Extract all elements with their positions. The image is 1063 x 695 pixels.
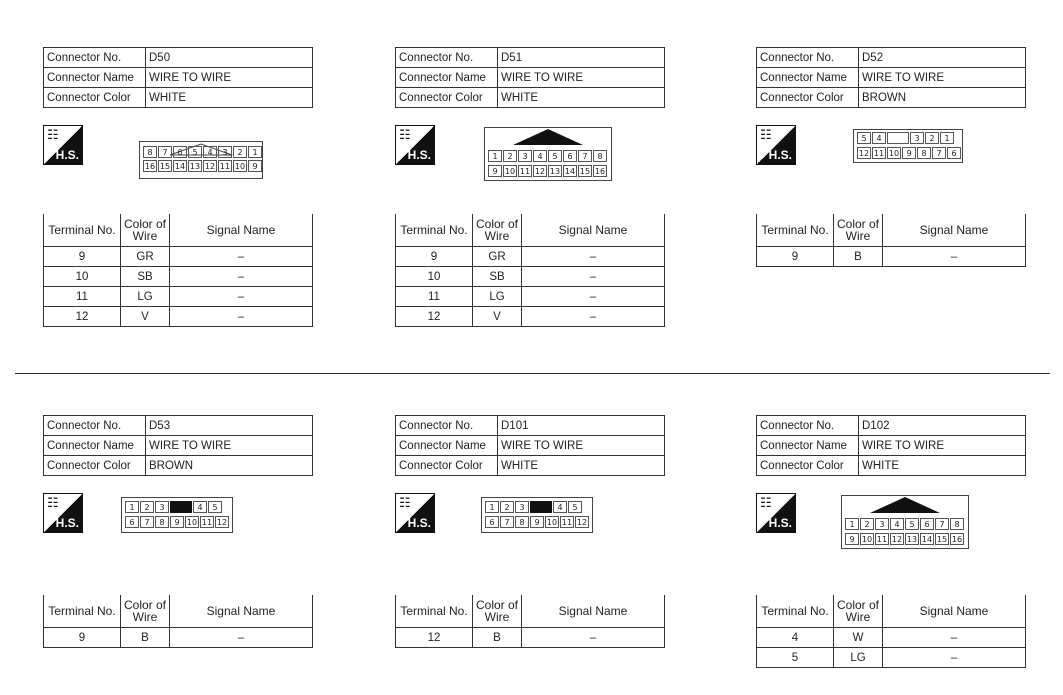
terminal-no-header: Terminal No. (44, 595, 121, 628)
wire-color-cell: LG (834, 648, 883, 668)
connector-no-value: D52 (859, 48, 1026, 68)
pin-row (857, 147, 962, 159)
terminal-table (756, 595, 1026, 668)
pin: 8 (143, 146, 157, 158)
terminal-table-header (396, 214, 665, 247)
pin: 11 (873, 149, 885, 158)
pin: 8 (515, 516, 529, 528)
terminal-no-header: Terminal No. (44, 214, 121, 247)
pin: 12 (534, 167, 546, 176)
pin: 6 (947, 147, 961, 159)
pin: 10 (546, 518, 558, 527)
connector-name-label: Connector Name (757, 68, 859, 88)
connector-no-label: Connector No. (396, 416, 498, 436)
connector-name-row (757, 68, 1026, 88)
pin: 8 (155, 516, 169, 528)
signal-name-cell: – (522, 287, 665, 307)
pin: 5 (857, 132, 871, 144)
terminal-no-cell: 9 (44, 247, 121, 267)
table-row (757, 648, 1026, 668)
connector-no-label: Connector No. (44, 48, 146, 68)
connector-name-label: Connector Name (757, 436, 859, 456)
terminal-no-cell: 10 (44, 267, 121, 287)
signal-name-cell: – (522, 267, 665, 287)
hs-label: H.S. (407, 148, 431, 162)
terminal-table-header (757, 214, 1026, 247)
connector-name-value: WIRE TO WIRE (146, 436, 313, 456)
connector-name-label: Connector Name (44, 68, 146, 88)
pin: 15 (936, 535, 948, 544)
connector-hood (870, 495, 940, 513)
wire-color-header: Color of Wire (121, 214, 170, 247)
terminal-table (43, 595, 313, 648)
pin: 10 (888, 149, 900, 158)
signal-name-cell: – (883, 628, 1026, 648)
connector-info-table (756, 47, 1026, 108)
pin-row (488, 150, 608, 162)
hs-label: H.S. (768, 148, 792, 162)
pin: 6 (125, 516, 139, 528)
pin: 10 (504, 167, 516, 176)
terminal-table (395, 214, 665, 327)
pin-row (845, 533, 965, 545)
connector-face-diagram (841, 495, 969, 549)
connector-name-label: Connector Name (396, 68, 498, 88)
connector-no-label: Connector No. (396, 48, 498, 68)
terminal-no-cell: 12 (396, 307, 473, 327)
pin: 5 (188, 146, 202, 158)
connector-info-table (395, 415, 665, 476)
wire-color-cell: V (473, 307, 522, 327)
wire-color-header: Color of Wire (121, 595, 170, 628)
pin: 4 (193, 501, 207, 513)
terminal-table-header (757, 595, 1026, 628)
table-row (757, 628, 1026, 648)
connector-hood (513, 127, 583, 145)
terminal-table (43, 214, 313, 327)
hs-label: H.S. (407, 516, 431, 530)
terminal-no-cell: 12 (44, 307, 121, 327)
pin: 13 (189, 162, 201, 171)
pin: 9 (248, 160, 262, 172)
signal-name-header: Signal Name (170, 214, 313, 247)
connector-color-value: WHITE (146, 88, 313, 108)
signal-name-cell: – (883, 247, 1026, 267)
pin: 2 (860, 518, 874, 530)
pin: 9 (530, 516, 544, 528)
pin: 2 (233, 146, 247, 158)
terminal-no-cell: 11 (396, 287, 473, 307)
pin: 11 (876, 535, 888, 544)
terminal-no-header: Terminal No. (396, 595, 473, 628)
pin: 13 (906, 535, 918, 544)
signal-name-cell: – (522, 307, 665, 327)
terminal-no-cell: 5 (757, 648, 834, 668)
connector-color-value: WHITE (498, 88, 665, 108)
connector-info-table (756, 415, 1026, 476)
pin: 16 (951, 535, 963, 544)
pin: 9 (902, 147, 916, 159)
pin: 11 (519, 167, 531, 176)
connector-face-diagram (121, 497, 233, 533)
pin: 5 (905, 518, 919, 530)
connector-name-label: Connector Name (396, 436, 498, 456)
pin: 3 (518, 150, 532, 162)
harness-side-icon (43, 493, 83, 533)
connector-info-table (395, 47, 665, 108)
table-row (44, 628, 313, 648)
connector-no-label: Connector No. (757, 48, 859, 68)
connector-face-diagram (484, 127, 612, 181)
connector-no-row (757, 416, 1026, 436)
wire-color-cell: W (834, 628, 883, 648)
pin: 6 (563, 150, 577, 162)
signal-name-cell: – (170, 307, 313, 327)
wire-color-header: Color of Wire (834, 595, 883, 628)
terminal-table-header (396, 595, 665, 628)
pin: 11 (561, 518, 573, 527)
pin: 1 (845, 518, 859, 530)
pin: 3 (910, 132, 924, 144)
pin: 16 (144, 162, 156, 171)
wire-color-cell: V (121, 307, 170, 327)
connector-color-row (757, 88, 1026, 108)
signal-name-cell: – (883, 648, 1026, 668)
signal-name-header: Signal Name (170, 595, 313, 628)
hs-label: H.S. (55, 148, 79, 162)
connector-glyph-icon: ☷ (47, 495, 59, 510)
connector-name-label: Connector Name (44, 436, 146, 456)
pin: 12 (576, 518, 588, 527)
terminal-no-cell: 11 (44, 287, 121, 307)
terminal-no-cell: 9 (757, 247, 834, 267)
connector-color-value: WHITE (498, 456, 665, 476)
pin-row (143, 146, 263, 158)
pin: 12 (858, 149, 870, 158)
pin: 2 (925, 132, 939, 144)
table-row (396, 307, 665, 327)
connector-glyph-icon: ☷ (47, 127, 59, 142)
connector-name-row (757, 436, 1026, 456)
connector-color-value: WHITE (859, 456, 1026, 476)
pin: 7 (578, 150, 592, 162)
table-row (757, 247, 1026, 267)
connector-name-value: WIRE TO WIRE (146, 68, 313, 88)
terminal-no-cell: 9 (44, 628, 121, 648)
pin: 15 (159, 162, 171, 171)
pin: 13 (549, 167, 561, 176)
pin: 16 (594, 167, 606, 176)
pin: 8 (950, 518, 964, 530)
signal-name-header: Signal Name (883, 595, 1026, 628)
signal-name-cell: – (170, 247, 313, 267)
terminal-table (756, 214, 1026, 267)
pin: 4 (203, 146, 217, 158)
wire-color-cell: LG (473, 287, 522, 307)
hs-label: H.S. (55, 516, 79, 530)
pin-row (485, 501, 583, 513)
pin: 3 (218, 146, 232, 158)
connector-color-row (44, 456, 313, 476)
connector-name-row (44, 436, 313, 456)
terminal-no-header: Terminal No. (757, 214, 834, 247)
pin: 14 (564, 167, 576, 176)
terminal-no-cell: 12 (396, 628, 473, 648)
signal-name-cell: – (170, 287, 313, 307)
connector-no-label: Connector No. (44, 416, 146, 436)
connector-info-table (43, 47, 313, 108)
signal-name-header: Signal Name (522, 214, 665, 247)
table-row (44, 287, 313, 307)
wire-color-cell: SB (121, 267, 170, 287)
latch-slot (170, 501, 192, 513)
pin-row (857, 132, 955, 144)
signal-name-cell: – (170, 267, 313, 287)
connector-color-label: Connector Color (396, 88, 498, 108)
pin: 1 (485, 501, 499, 513)
connector-name-row (44, 68, 313, 88)
connector-face-diagram (139, 141, 263, 179)
pin: 3 (875, 518, 889, 530)
harness-side-icon (43, 125, 83, 165)
signal-name-cell: – (170, 628, 313, 648)
pin-row (845, 518, 965, 530)
connector-no-value: D51 (498, 48, 665, 68)
pin: 9 (845, 533, 859, 545)
connector-glyph-icon: ☷ (760, 127, 772, 142)
terminal-no-cell: 4 (757, 628, 834, 648)
wire-color-cell: B (834, 247, 883, 267)
pin: 4 (890, 518, 904, 530)
connector-color-label: Connector Color (757, 456, 859, 476)
connector-no-row (44, 416, 313, 436)
pin: 7 (935, 518, 949, 530)
connector-info-table (43, 415, 313, 476)
pin: 8 (917, 147, 931, 159)
connector-no-value: D50 (146, 48, 313, 68)
connector-color-label: Connector Color (396, 456, 498, 476)
connector-color-row (757, 456, 1026, 476)
harness-side-icon (395, 493, 435, 533)
pin: 11 (219, 162, 231, 171)
pin: 2 (500, 501, 514, 513)
terminal-no-header: Terminal No. (757, 595, 834, 628)
terminal-table-header (44, 595, 313, 628)
connector-glyph-icon: ☷ (760, 495, 772, 510)
hs-label: H.S. (768, 516, 792, 530)
wire-color-cell: B (121, 628, 170, 648)
table-row (396, 267, 665, 287)
pin: 1 (488, 150, 502, 162)
connector-color-value: BROWN (859, 88, 1026, 108)
table-row (396, 628, 665, 648)
connector-color-row (44, 88, 313, 108)
connector-no-row (757, 48, 1026, 68)
section-divider (15, 373, 1050, 374)
pin: 10 (186, 518, 198, 527)
table-row (396, 247, 665, 267)
connector-no-row (396, 416, 665, 436)
pin: 3 (515, 501, 529, 513)
harness-side-icon (756, 125, 796, 165)
terminal-table-header (44, 214, 313, 247)
terminal-no-cell: 9 (396, 247, 473, 267)
table-row (44, 267, 313, 287)
pin: 4 (533, 150, 547, 162)
connector-no-value: D101 (498, 416, 665, 436)
connector-color-value: BROWN (146, 456, 313, 476)
pin: 15 (579, 167, 591, 176)
pin: 7 (158, 146, 172, 158)
connector-color-row (396, 88, 665, 108)
table-row (44, 307, 313, 327)
pin: 6 (485, 516, 499, 528)
wire-color-cell: GR (121, 247, 170, 267)
hood-latch (870, 497, 940, 513)
connector-name-value: WIRE TO WIRE (859, 436, 1026, 456)
connector-color-label: Connector Color (44, 456, 146, 476)
harness-side-icon (395, 125, 435, 165)
connector-color-label: Connector Color (44, 88, 146, 108)
pin: 11 (201, 518, 213, 527)
pin: 8 (593, 150, 607, 162)
pin: 2 (503, 150, 517, 162)
connector-color-row (396, 456, 665, 476)
pin: 4 (872, 132, 886, 144)
pin: 12 (216, 518, 228, 527)
pin: 5 (208, 501, 222, 513)
terminal-table (395, 595, 665, 648)
pin-row (488, 165, 608, 177)
wire-color-header: Color of Wire (473, 595, 522, 628)
signal-name-header: Signal Name (522, 595, 665, 628)
latch-slot (530, 501, 552, 513)
connector-color-label: Connector Color (757, 88, 859, 108)
connector-no-row (44, 48, 313, 68)
terminal-no-cell: 10 (396, 267, 473, 287)
wire-color-cell: LG (121, 287, 170, 307)
pin: 3 (155, 501, 169, 513)
latch-slot (887, 132, 909, 144)
pin-row (485, 516, 590, 528)
pin: 5 (568, 501, 582, 513)
connector-no-row (396, 48, 665, 68)
connector-name-row (396, 436, 665, 456)
connector-face-diagram (481, 497, 593, 533)
pin: 4 (553, 501, 567, 513)
connector-name-value: WIRE TO WIRE (498, 68, 665, 88)
pin: 10 (861, 535, 873, 544)
wire-color-cell: B (473, 628, 522, 648)
pin: 12 (891, 535, 903, 544)
pin: 7 (932, 147, 946, 159)
harness-side-icon (756, 493, 796, 533)
pin: 14 (921, 535, 933, 544)
pin: 2 (140, 501, 154, 513)
pin-row (143, 160, 263, 172)
signal-name-cell: – (522, 247, 665, 267)
table-row (396, 287, 665, 307)
pin: 7 (140, 516, 154, 528)
pin: 14 (174, 162, 186, 171)
terminal-no-header: Terminal No. (396, 214, 473, 247)
pin: 1 (248, 146, 262, 158)
pin: 6 (920, 518, 934, 530)
pin: 9 (488, 165, 502, 177)
table-row (44, 247, 313, 267)
connector-name-value: WIRE TO WIRE (498, 436, 665, 456)
pin-row (125, 501, 223, 513)
pin: 12 (204, 162, 216, 171)
hood-latch (513, 129, 583, 145)
pin: 10 (234, 162, 246, 171)
signal-name-cell: – (522, 628, 665, 648)
wire-color-cell: GR (473, 247, 522, 267)
connector-no-value: D53 (146, 416, 313, 436)
pin-row (125, 516, 230, 528)
signal-name-header: Signal Name (883, 214, 1026, 247)
wire-color-cell: SB (473, 267, 522, 287)
connector-face-diagram (853, 129, 963, 163)
pin: 1 (940, 132, 954, 144)
pin: 6 (173, 146, 187, 158)
connector-glyph-icon: ☷ (399, 127, 411, 142)
pin: 1 (125, 501, 139, 513)
connector-no-value: D102 (859, 416, 1026, 436)
pin: 7 (500, 516, 514, 528)
wire-color-header: Color of Wire (473, 214, 522, 247)
pin: 9 (170, 516, 184, 528)
connector-name-row (396, 68, 665, 88)
wire-color-header: Color of Wire (834, 214, 883, 247)
pin: 5 (548, 150, 562, 162)
connector-no-label: Connector No. (757, 416, 859, 436)
connector-name-value: WIRE TO WIRE (859, 68, 1026, 88)
connector-glyph-icon: ☷ (399, 495, 411, 510)
